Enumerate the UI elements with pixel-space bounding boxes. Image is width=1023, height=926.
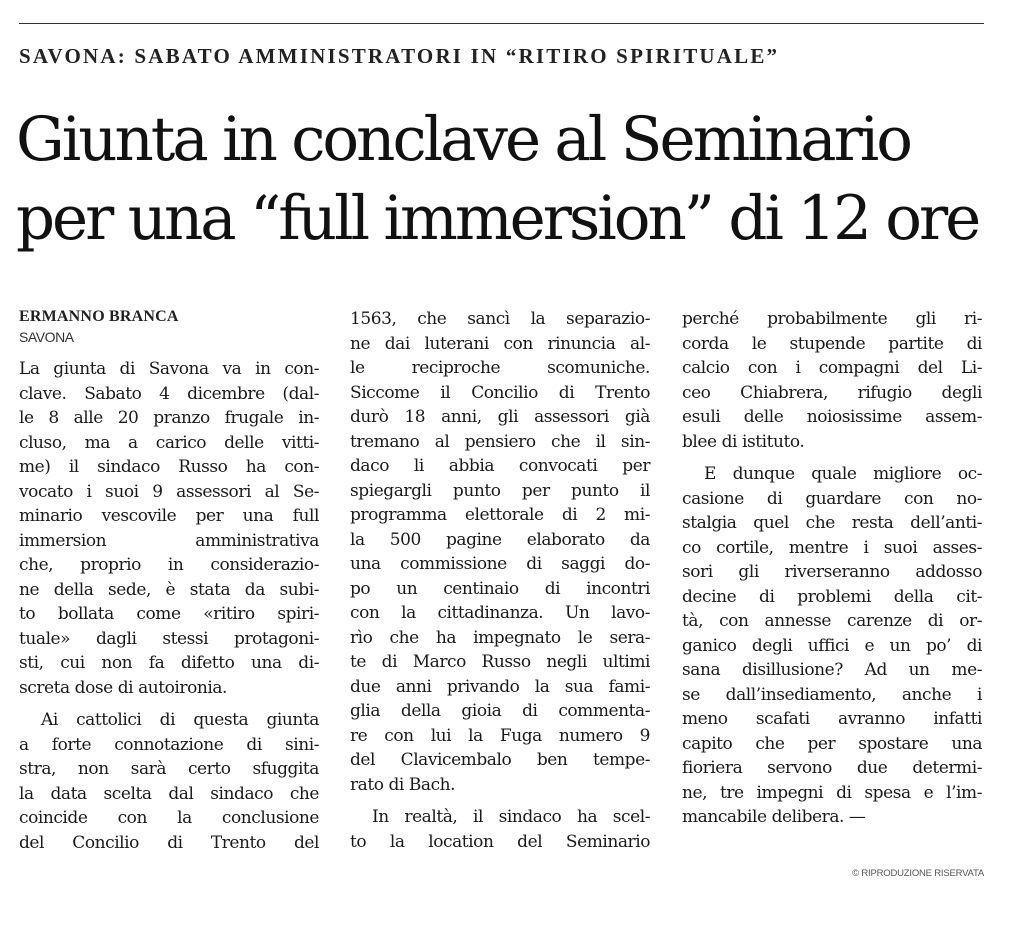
text-line: durò 18 anni, gli assessori già — [350, 407, 650, 427]
column-3-body — [682, 307, 982, 830]
text-line: glia della gioia di commenta- — [350, 701, 650, 721]
text-line: tà, con annesse carenze di or- — [682, 611, 982, 631]
text-line: la data scelta dal sindaco che — [19, 783, 319, 804]
text-line: corda le stupende partite di — [682, 333, 982, 354]
text-line: ganico degli uffici e un po’ di — [682, 635, 982, 656]
text-line: sti, cui non fa difetto una di- — [19, 653, 319, 673]
text-line: immersion amministrativa — [19, 530, 319, 551]
text-line: stalgia quel che resta dell’anti- — [682, 513, 982, 533]
text-line: le reciproche scomuniche. — [350, 358, 650, 378]
text-line: calcio con i compagni del Li- — [682, 358, 982, 378]
text-line: vocato i suoi 9 assessori al Se- — [19, 481, 319, 502]
text-line: Ai cattolici di questa giunta — [41, 710, 319, 730]
text-line: co cortile, mentre i suoi asses- — [682, 537, 982, 558]
text-line: esuli delle noiosissime assem- — [682, 407, 982, 427]
text-line: 1563, che sancì la separazio- — [350, 309, 650, 329]
text-line: La giunta di Savona va in con- — [19, 359, 319, 379]
text-line — [350, 797, 650, 805]
text-line: rìo che ha impegnato le sera- — [350, 627, 650, 648]
text-line: a forte connotazione di sini- — [19, 734, 319, 755]
text-line: to bollata come «ritiro spiri- — [19, 604, 319, 624]
text-line: rato di Bach. — [350, 774, 456, 795]
text-line: le 8 alle 20 pranzo frugale in- — [19, 408, 319, 428]
text-line: coincide con la conclusione — [19, 808, 319, 828]
text-line: se dall’insediamento, anche i — [682, 684, 982, 705]
text-line: mancabile delibera. — — [682, 807, 866, 827]
text-line: del Clavicembalo ben tempe- — [350, 750, 650, 770]
headline-line-1: Giunta in conclave al Seminario — [16, 104, 910, 175]
text-line: po un centinaio di incontri — [350, 578, 650, 599]
text-line: tremano al pensiero che il sin- — [350, 431, 650, 452]
dateline: SAVONA — [19, 329, 74, 345]
text-line: stra, non sarà certo sfuggita — [19, 759, 319, 779]
copyright-notice: © RIPRODUZIONE RISERVATA — [852, 868, 984, 879]
text-line: re con lui la Fuga numero 9 — [350, 725, 650, 746]
text-line: Siccome il Concilio di Trento — [350, 382, 650, 403]
text-line: capito che per spostare una — [682, 733, 982, 754]
text-line: clave. Sabato 4 dicembre (dal- — [19, 383, 319, 404]
text-line: ceo Chiabrera, rifugio degli — [682, 382, 982, 403]
text-line: E dunque quale migliore oc- — [704, 464, 982, 484]
text-line: sori gli riverseranno addosso — [682, 562, 982, 582]
text-line: ne della sede, è stata da subi- — [19, 579, 319, 600]
text-line: che, proprio in considerazio- — [19, 555, 319, 575]
text-line: sana disillusione? Ad un me- — [682, 660, 982, 680]
text-line: te di Marco Russo negli ultimi — [350, 652, 650, 672]
column-2-body — [350, 307, 650, 854]
text-line: ne dai luterani con rinuncia al- — [350, 333, 650, 354]
text-line: blee di istituto. — [682, 431, 805, 452]
article-column-1 — [19, 307, 319, 855]
author-byline: ERMANNO BRANCA — [19, 308, 179, 325]
article-column-3 — [682, 307, 982, 830]
text-line: tuale» dagli stessi protagoni- — [19, 628, 319, 649]
text-line: la 500 pagine elaborato da — [350, 529, 650, 550]
text-line: me) il sindaco Russo ha con- — [19, 457, 319, 477]
text-line: una commissione di saggi do- — [350, 554, 650, 574]
column-1-body — [19, 357, 319, 855]
headline — [16, 100, 991, 258]
text-line: daco li abbia convocati per — [350, 456, 650, 476]
text-line: casione di guardare con no- — [682, 488, 982, 509]
kicker: SAVONA: SABATO AMMINISTRATORI IN “RITIRO SPIRITUALE” — [19, 44, 780, 68]
article-column-2 — [350, 307, 650, 854]
text-line: programma elettorale di 2 mi- — [350, 505, 650, 525]
text-line: ne, tre impegni di spesa e l’im- — [682, 782, 982, 803]
text-line — [19, 700, 319, 708]
text-line — [682, 454, 982, 462]
text-line: meno scafati avranno infatti — [682, 709, 982, 729]
text-line: minario vescovile per una full — [19, 506, 319, 526]
text-line: con la cittadinanza. Un lavo- — [350, 603, 650, 623]
text-line: screta dose di autoironia. — [19, 677, 228, 698]
text-line: to la location del Seminario — [350, 831, 650, 852]
text-line: due anni privando la sua fami- — [350, 676, 650, 697]
text-line: fioriera servono due determi- — [682, 758, 982, 778]
text-line: del Concilio di Trento del — [19, 832, 319, 853]
headline-line-2: per una “full immersion” di 12 ore — [16, 183, 979, 254]
text-line: cluso, ma a carico delle vitti- — [19, 432, 319, 453]
text-line: decine di problemi della cit- — [682, 586, 982, 607]
text-line: In realtà, il sindaco ha scel- — [372, 807, 650, 827]
text-line: spiegargli punto per punto il — [350, 480, 650, 501]
top-rule — [19, 23, 984, 24]
text-line: perché probabilmente gli ri- — [682, 309, 982, 329]
